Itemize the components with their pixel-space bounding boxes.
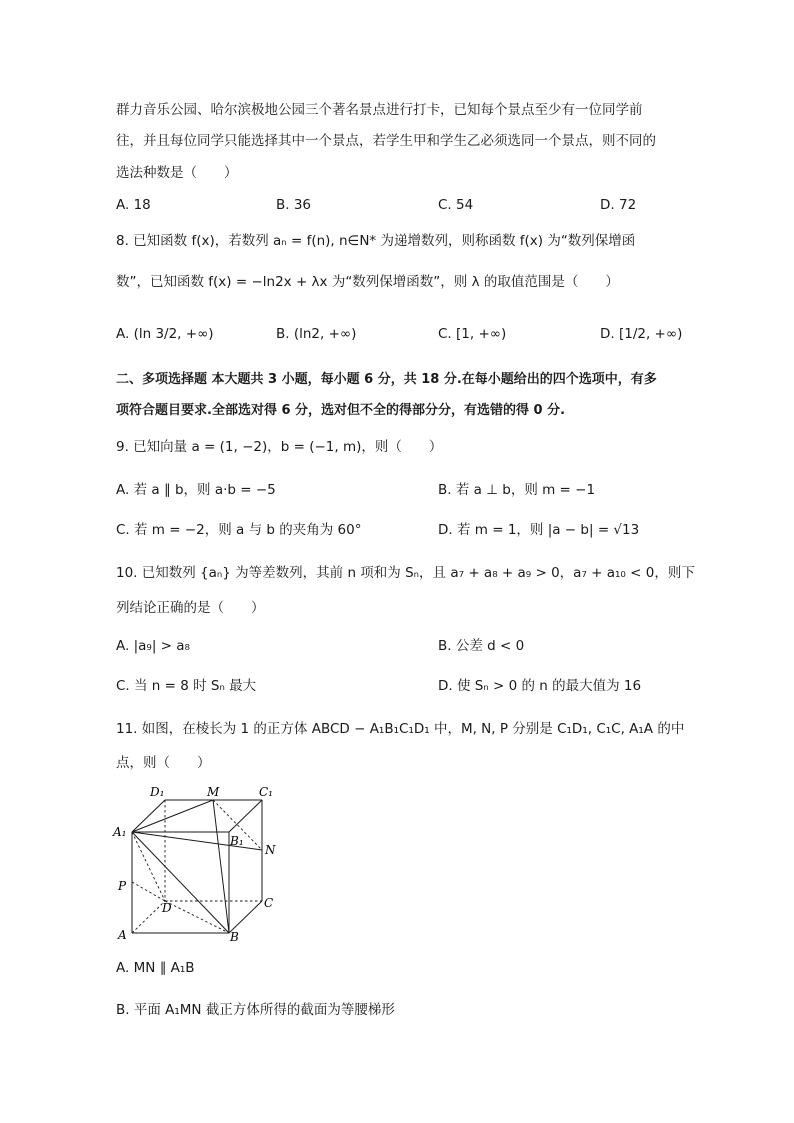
q10-line-2: 列结论正确的是（ ） [116, 600, 265, 616]
label-b1: B₁ [230, 834, 244, 848]
q7-option-d[interactable]: D. 72 [600, 197, 637, 213]
segment-d-b-hidden [165, 901, 229, 933]
label-b: B [230, 930, 239, 942]
section-2-line-1: 二、多项选择题 本大题共 3 小题，每小题 6 分，共 18 分.在每小题给出的四个选项中，有多 [116, 372, 657, 387]
edge-a-d-hidden [132, 901, 165, 933]
segment-m-b [213, 800, 229, 933]
label-d: D [162, 901, 172, 915]
q8-line-2: 数”，已知函数 f(x) = −ln2x + λx 为“数列保增函数”，则 λ 的取值范围是（ ） [116, 274, 619, 290]
q10-option-d[interactable]: D. 使 Sₙ > 0 的 n 的最大值为 16 [438, 678, 642, 694]
q7-option-b[interactable]: B. 36 [276, 197, 312, 213]
q7-line-1: 群力音乐公园、哈尔滨极地公园三个著名景点进行打卡，已知每个景点至少有一位同学前 [116, 102, 643, 118]
label-p: P [118, 879, 127, 893]
q7-line-2: 往，并且每位同学只能选择其中一个景点，若学生甲和学生乙必须选同一个景点，则不同的 [116, 133, 656, 149]
segment-a1-d-hidden [132, 832, 165, 901]
q9-option-d[interactable]: D. 若 m = 1，则 |a − b| = √13 [438, 522, 640, 538]
q11-option-b[interactable]: B. 平面 A₁MN 截正方体所得的截面为等腰梯形 [116, 1002, 395, 1018]
q7-line-3: 选法种数是（ ） [116, 165, 238, 181]
q8-option-d[interactable]: D. [1/2, +∞) [600, 326, 683, 342]
label-a: A [118, 928, 127, 942]
edge-a1-d1 [132, 800, 165, 832]
label-c1: C₁ [259, 785, 273, 799]
label-m: M [207, 785, 220, 799]
label-n: N [265, 843, 276, 857]
q11-option-a[interactable]: A. MN ∥ A₁B [116, 960, 195, 976]
q7-option-c[interactable]: C. 54 [438, 197, 474, 213]
q9-option-c[interactable]: C. 若 m = −2，则 a 与 b 的夹角为 60° [116, 522, 362, 538]
q10-option-c[interactable]: C. 当 n = 8 时 Sₙ 最大 [116, 678, 257, 694]
q9-stem: 9. 已知向量 a = (1, −2)，b = (−1, m)，则（ ） [116, 439, 443, 455]
q8-option-b[interactable]: B. (ln2, +∞) [276, 326, 357, 342]
q11-line-2: 点，则（ ） [116, 755, 211, 771]
label-d1: D₁ [150, 785, 165, 799]
q7-option-a[interactable]: A. 18 [116, 197, 151, 213]
q11-line-1: 11. 如图，在棱长为 1 的正方体 ABCD − A₁B₁C₁D₁ 中，M, N, P 分别是 C₁D₁, C₁C, A₁A 的中 [116, 721, 685, 737]
section-2-line-2: 项符合题目要求.全部选对得 6 分，选对但不全的得部分分，有选错的得 0 分. [116, 403, 566, 418]
q8-line-1: 8. 已知函数 f(x)，若数列 aₙ = f(n), n∈N* 为递增数列，则称函数 f(x) 为“数列保增函 [116, 233, 636, 249]
q8-option-a[interactable]: A. (ln 3/2, +∞) [116, 326, 214, 342]
cube-figure [110, 782, 290, 942]
q9-option-b[interactable]: B. 若 a ⊥ b，则 m = −1 [438, 482, 596, 498]
q8-option-c[interactable]: C. [1, +∞) [438, 326, 507, 342]
label-c: C [264, 896, 274, 910]
q10-option-a[interactable]: A. |a₉| > a₈ [116, 638, 190, 654]
edge-c1-b1 [229, 800, 262, 832]
edge-c-b [229, 901, 262, 933]
label-a1: A₁ [113, 825, 127, 839]
segment-a1-b [132, 832, 229, 933]
q10-option-b[interactable]: B. 公差 d < 0 [438, 638, 525, 654]
q10-line-1: 10. 已知数列 {aₙ} 为等差数列，其前 n 项和为 Sₙ，且 a₇ + a₈ + a₉ > 0，a₇ + a₁₀ < 0，则下 [116, 565, 695, 581]
q9-option-a[interactable]: A. 若 a ∥ b，则 a·b = −5 [116, 482, 276, 498]
segment-a1-m [132, 800, 213, 832]
